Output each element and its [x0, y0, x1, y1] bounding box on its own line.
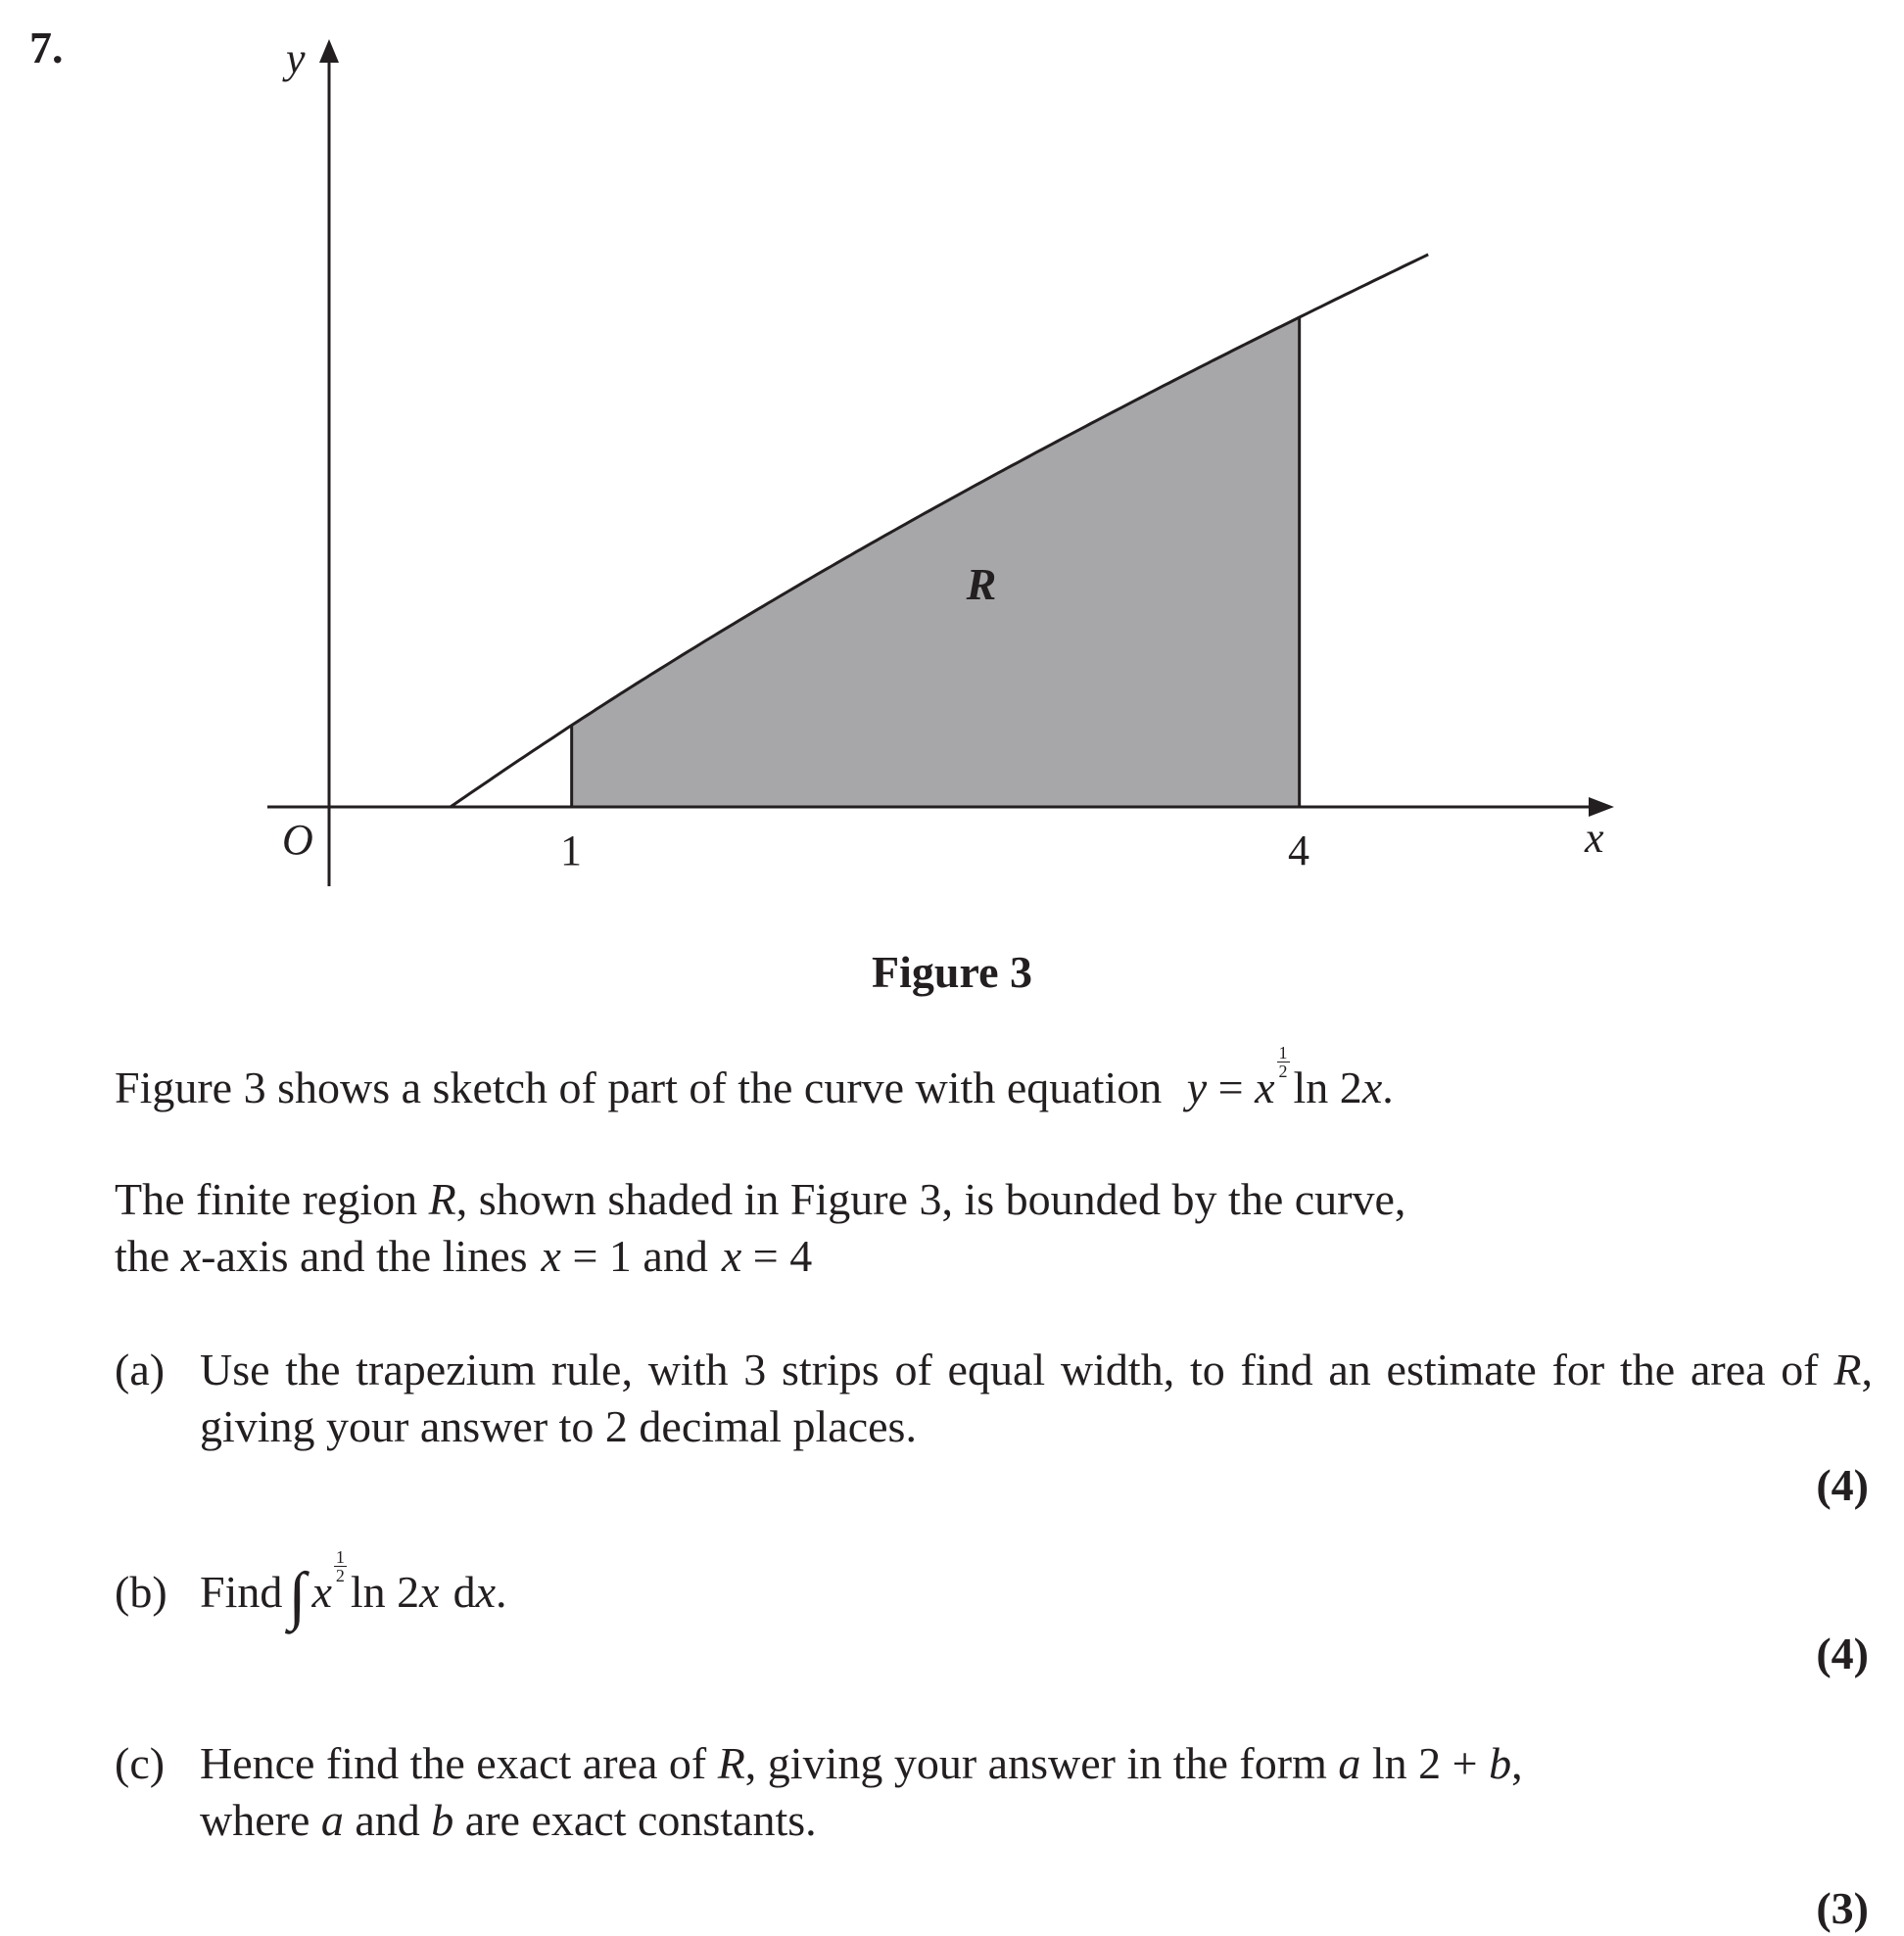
- part-b-label: (b): [115, 1567, 167, 1617]
- x-tick-label-1: 1: [560, 826, 582, 874]
- region-label: R: [966, 559, 997, 609]
- exponent-half: $\frac{1}{2}$: [335, 1547, 345, 1585]
- part-a-marks: (4): [1816, 1460, 1869, 1510]
- y-axis-arrow: [319, 39, 339, 63]
- shaded-region-r: [572, 317, 1300, 807]
- paragraph-curve-equation: Figure 3 shows a sketch of part of the curve with equation y = x $\frac{1}{2}$ ln 2x.: [115, 1043, 1394, 1112]
- part-b-marks: (4): [1816, 1629, 1869, 1678]
- exponent-half: $\frac{1}{2}$: [1278, 1043, 1288, 1081]
- region-description-line-2: the x-axis and the lines x = 1 and x = 4: [115, 1231, 813, 1281]
- y-axis-label: y: [286, 34, 306, 82]
- part-c-line-1: Hence find the exact area of R, giving your answer in the form a ln 2 + b,: [200, 1738, 1523, 1788]
- part-a-text: Use the trapezium rule, with 3 strips of equal width, to find an estimate for the area of R, giving your answer to 2 decimal places.: [200, 1345, 1873, 1451]
- part-c-text: [200, 1735, 1873, 1849]
- question-number: 7.: [29, 23, 64, 72]
- paragraph-region-description: [115, 1171, 1405, 1285]
- x-axis-label: x: [1585, 814, 1604, 862]
- part-b-text: Find∫ x $\frac{1}{2}$ ln 2x dx.: [200, 1547, 507, 1631]
- part-c-marks: (3): [1816, 1883, 1869, 1933]
- origin-label: O: [282, 816, 313, 864]
- figure-caption: Figure 3: [872, 947, 1032, 997]
- part-c-label: (c): [115, 1738, 166, 1788]
- integral-sign: ∫: [288, 1560, 307, 1631]
- part-c-line-2: where a and b are exact constants.: [200, 1795, 817, 1845]
- x-tick-label-4: 4: [1288, 826, 1309, 874]
- part-a-label: (a): [115, 1345, 166, 1394]
- figure-3: [0, 0, 1904, 940]
- region-description-line-1: The finite region R, shown shaded in Figure 3, is bounded by the curve,: [115, 1174, 1406, 1224]
